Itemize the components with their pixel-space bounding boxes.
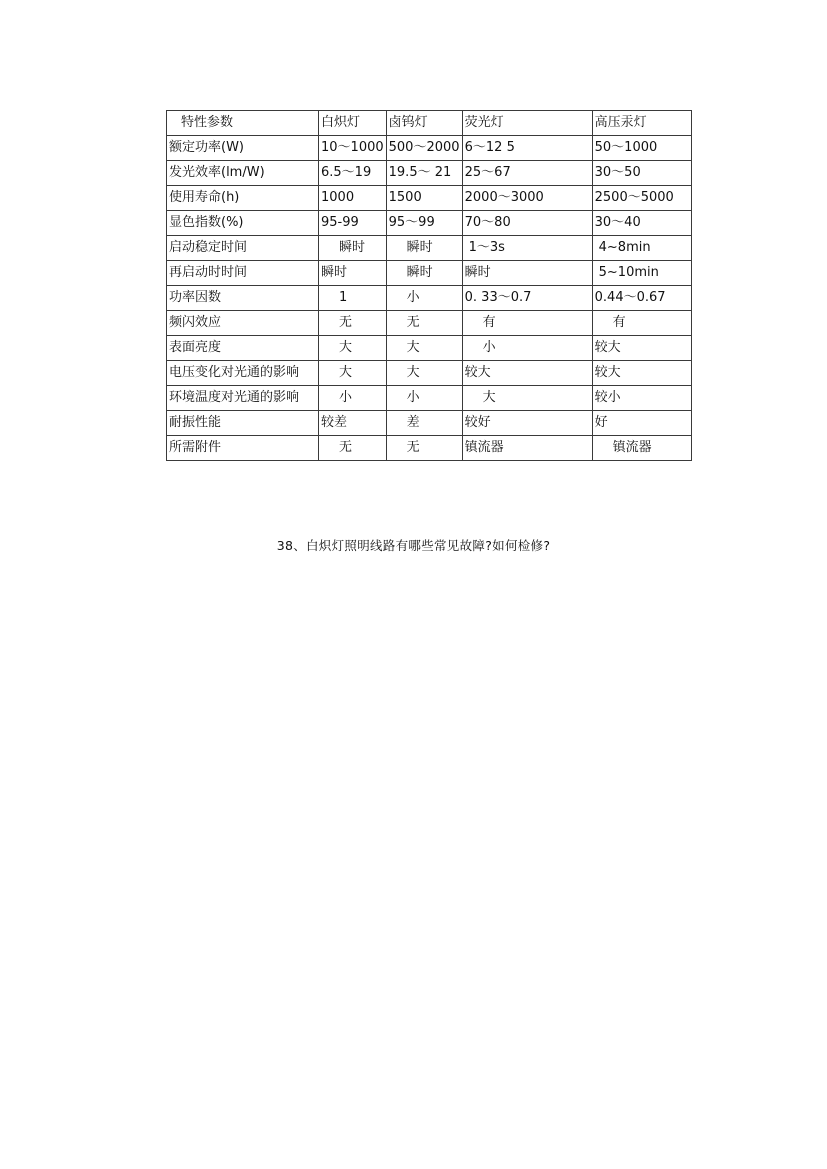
value-cell: 大 xyxy=(462,386,592,411)
row-label-cell: 功率因数 xyxy=(167,286,319,311)
row-label-cell: 特性参数 xyxy=(167,111,319,136)
value-cell: 50～1000 xyxy=(592,136,691,161)
table-header-row xyxy=(167,111,692,136)
value-cell: 镇流器 xyxy=(462,436,592,461)
table-row xyxy=(167,161,692,186)
value-cell: 大 xyxy=(386,361,462,386)
row-label-cell: 额定功率(W) xyxy=(167,136,319,161)
value-cell: 较小 xyxy=(592,386,691,411)
value-cell: 差 xyxy=(386,411,462,436)
table-row xyxy=(167,136,692,161)
value-cell: 1 xyxy=(319,286,387,311)
row-label-cell: 环境温度对光通的影响 xyxy=(167,386,319,411)
value-cell: 95～99 xyxy=(386,211,462,236)
value-cell: 卤钨灯 xyxy=(386,111,462,136)
value-cell: 好 xyxy=(592,411,691,436)
value-cell: 有 xyxy=(462,311,592,336)
value-cell: 1000 xyxy=(319,186,387,211)
value-cell: 较大 xyxy=(592,336,691,361)
table-row xyxy=(167,436,692,461)
row-label-cell: 电压变化对光通的影响 xyxy=(167,361,319,386)
row-label-cell: 所需附件 xyxy=(167,436,319,461)
value-cell: 0.44～0.67 xyxy=(592,286,691,311)
table-row xyxy=(167,336,692,361)
value-cell: 1～3s xyxy=(462,236,592,261)
row-label-cell: 频闪效应 xyxy=(167,311,319,336)
table-row xyxy=(167,411,692,436)
question-heading: 38、白炽灯照明线路有哪些常见故障?如何检修? xyxy=(276,538,551,553)
table-row xyxy=(167,236,692,261)
value-cell: 5~10min xyxy=(592,261,691,286)
value-cell: 95-99 xyxy=(319,211,387,236)
value-cell: 6～12 5 xyxy=(462,136,592,161)
row-label-cell: 启动稳定时间 xyxy=(167,236,319,261)
value-cell: 无 xyxy=(319,436,387,461)
value-cell: 2500～5000 xyxy=(592,186,691,211)
table-row xyxy=(167,286,692,311)
value-cell: 无 xyxy=(386,311,462,336)
table-row xyxy=(167,211,692,236)
row-label-cell: 耐振性能 xyxy=(167,411,319,436)
value-cell: 500～2000 xyxy=(386,136,462,161)
value-cell: 0. 33～0.7 xyxy=(462,286,592,311)
value-cell: 白炽灯 xyxy=(319,111,387,136)
table-row xyxy=(167,311,692,336)
row-label-cell: 使用寿命(h) xyxy=(167,186,319,211)
value-cell: 较大 xyxy=(592,361,691,386)
value-cell: 小 xyxy=(319,386,387,411)
table-row xyxy=(167,261,692,286)
value-cell: 大 xyxy=(319,361,387,386)
value-cell: 较好 xyxy=(462,411,592,436)
value-cell: 无 xyxy=(386,436,462,461)
value-cell: 瞬时 xyxy=(319,236,387,261)
value-cell: 瞬时 xyxy=(462,261,592,286)
value-cell: 1500 xyxy=(386,186,462,211)
row-label-cell: 再启动时时间 xyxy=(167,261,319,286)
value-cell: 高压汞灯 xyxy=(592,111,691,136)
value-cell: 70～80 xyxy=(462,211,592,236)
table-body xyxy=(167,111,692,461)
table-row xyxy=(167,361,692,386)
value-cell: 25～67 xyxy=(462,161,592,186)
value-cell: 10～1000 xyxy=(319,136,387,161)
value-cell: 大 xyxy=(319,336,387,361)
value-cell: 4~8min xyxy=(592,236,691,261)
table-row xyxy=(167,186,692,211)
value-cell: 小 xyxy=(462,336,592,361)
value-cell: 镇流器 xyxy=(592,436,691,461)
value-cell: 19.5～ 21 xyxy=(386,161,462,186)
value-cell: 小 xyxy=(386,286,462,311)
row-label-cell: 表面亮度 xyxy=(167,336,319,361)
value-cell: 瞬时 xyxy=(386,261,462,286)
value-cell: 较大 xyxy=(462,361,592,386)
row-label-cell: 显色指数(%) xyxy=(167,211,319,236)
row-label-cell: 发光效率(lm/W) xyxy=(167,161,319,186)
value-cell: 有 xyxy=(592,311,691,336)
lamp-characteristics-table xyxy=(166,110,692,461)
value-cell: 荧光灯 xyxy=(462,111,592,136)
value-cell: 30～40 xyxy=(592,211,691,236)
value-cell: 较差 xyxy=(319,411,387,436)
value-cell: 无 xyxy=(319,311,387,336)
value-cell: 30～50 xyxy=(592,161,691,186)
value-cell: 2000～3000 xyxy=(462,186,592,211)
value-cell: 瞬时 xyxy=(319,261,387,286)
value-cell: 瞬时 xyxy=(386,236,462,261)
value-cell: 小 xyxy=(386,386,462,411)
value-cell: 6.5～19 xyxy=(319,161,387,186)
value-cell: 大 xyxy=(386,336,462,361)
table-row xyxy=(167,386,692,411)
